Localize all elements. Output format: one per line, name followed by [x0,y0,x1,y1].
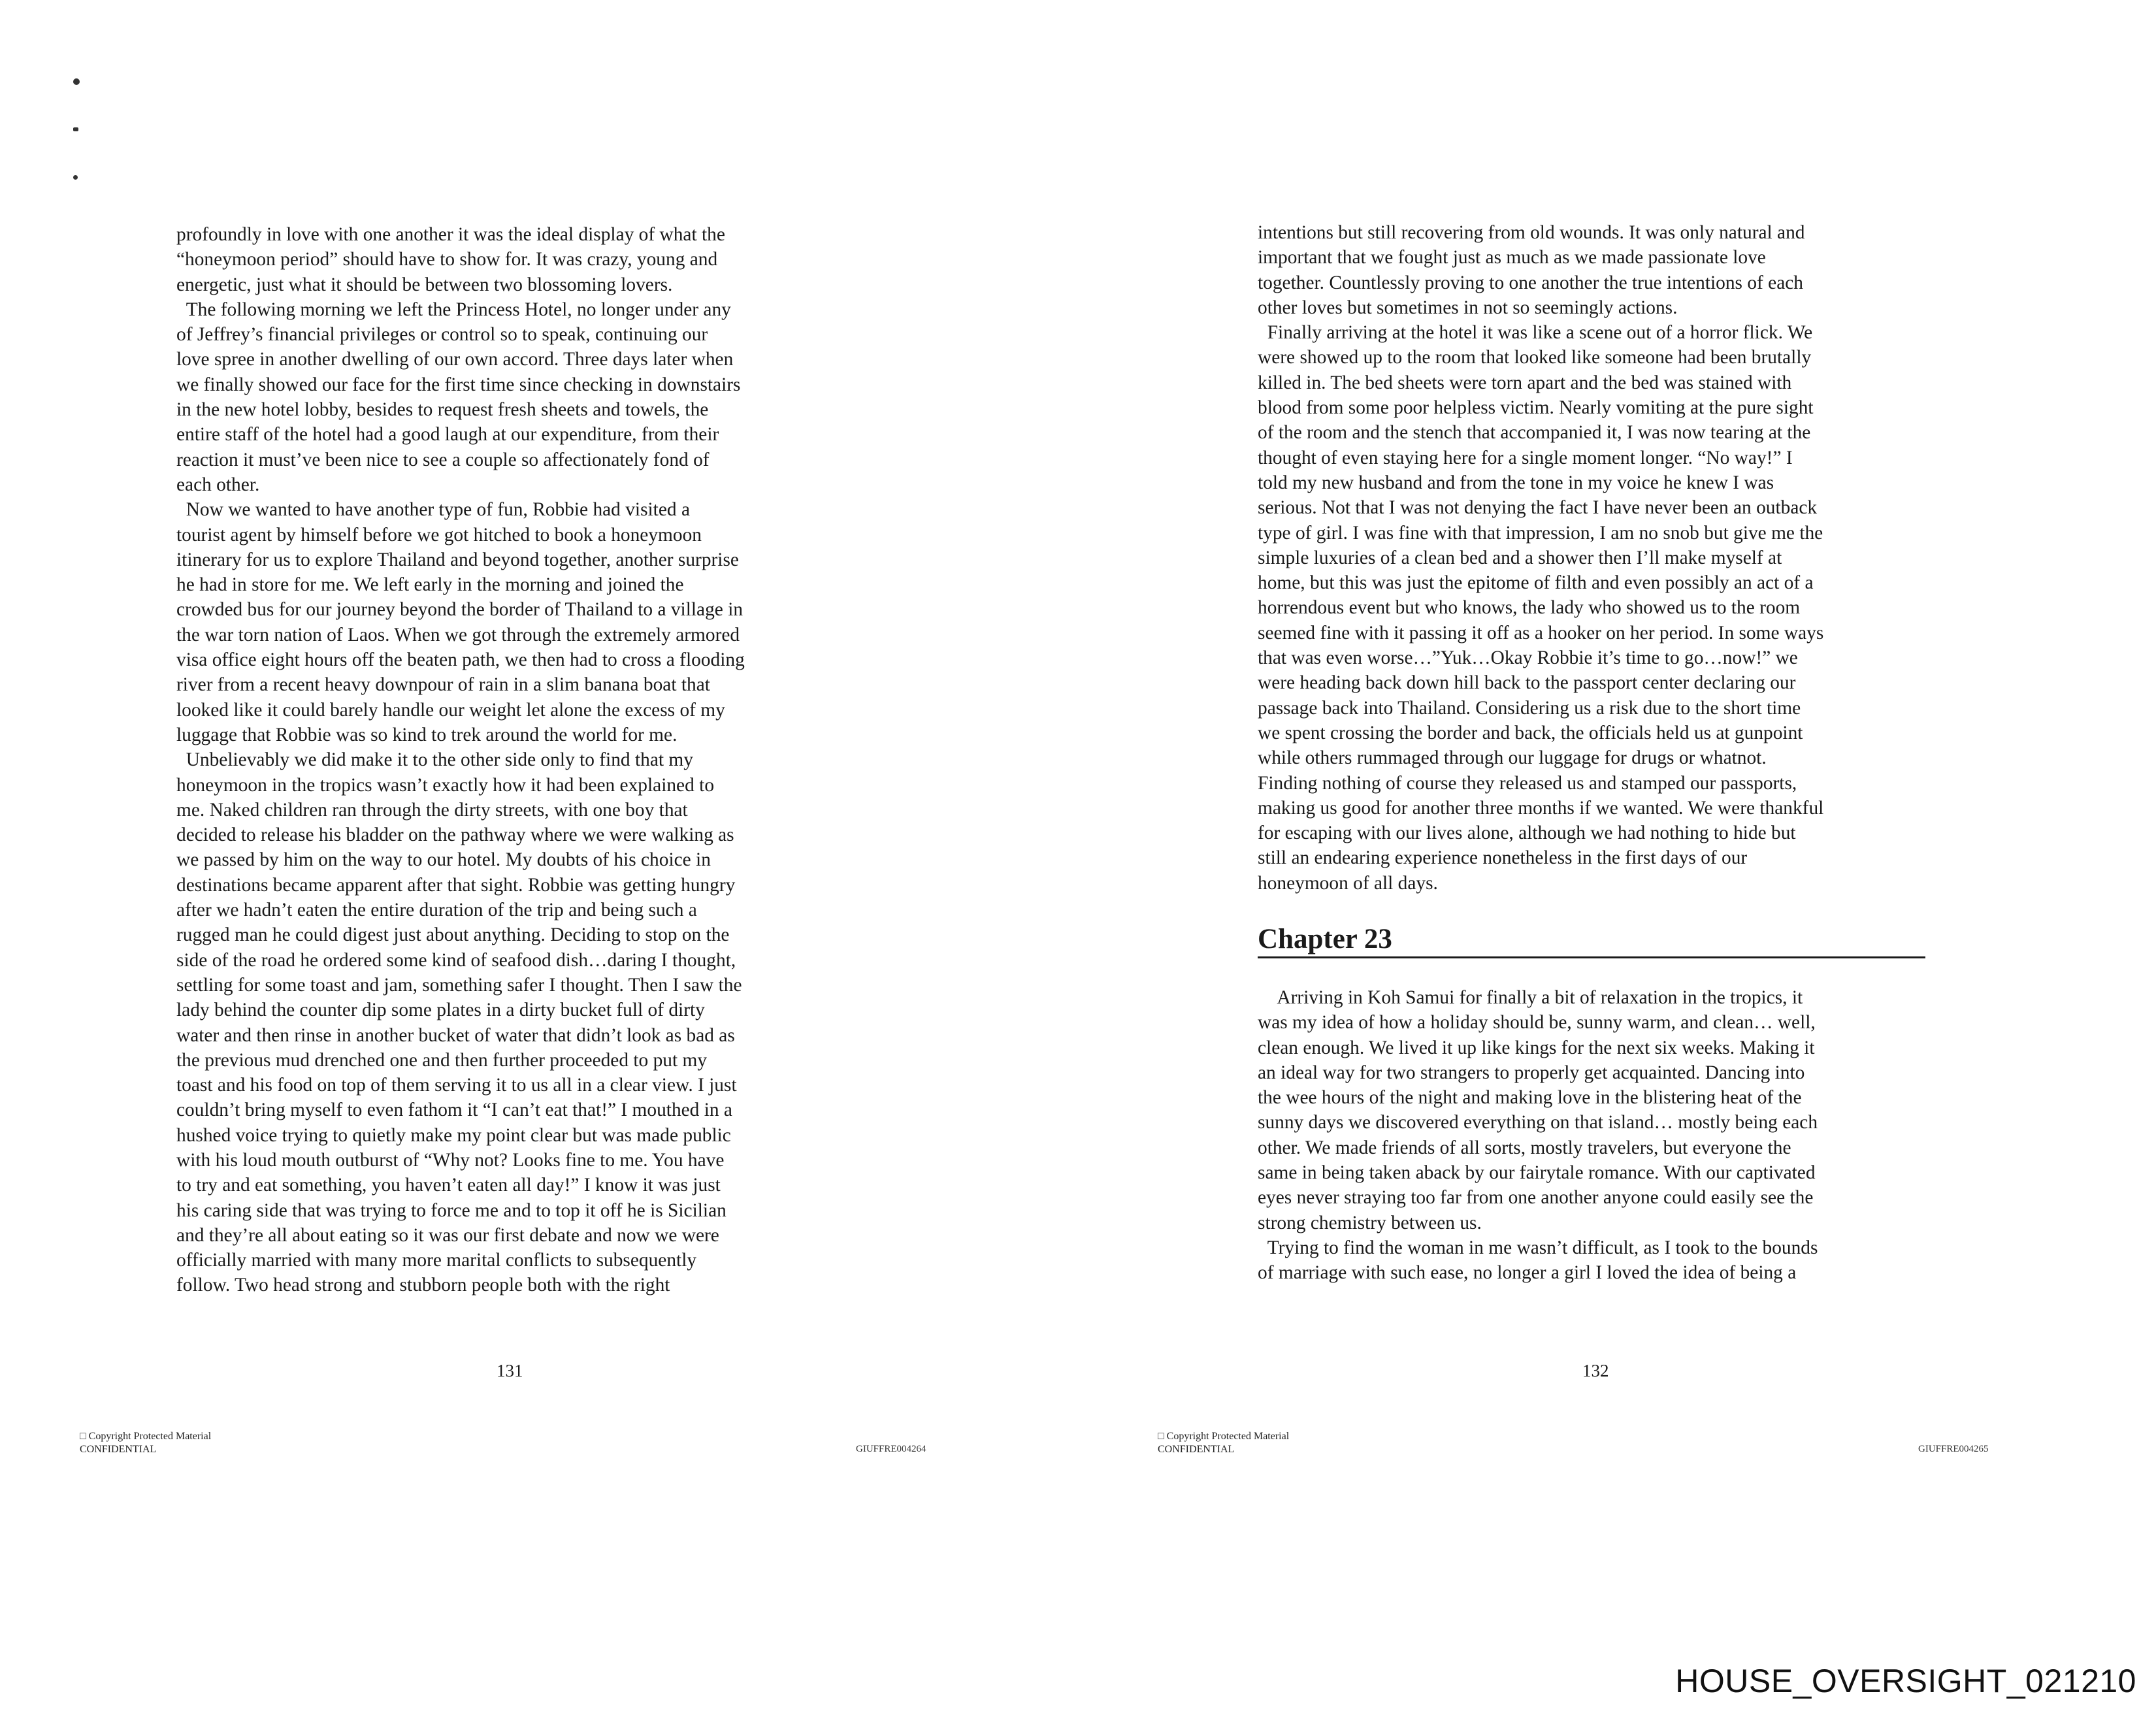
text-line: an ideal way for two strangers to properly get acquainted. Dancing into [1258,1062,1805,1083]
text-line: destinations became apparent after that sight. Robbie was getting hungry [176,874,736,896]
text-line: we spent crossing the border and back, the officials held us at gunpoint [1258,722,1803,743]
text-line: The following morning we left the Princess Hotel, no longer under any [176,299,731,320]
text-line: thought of even staying here for a single moment longer. “No way!” I [1258,447,1793,468]
text-line: blood from some poor helpless victim. Nearly vomiting at the pure sight [1258,397,1814,419]
text-line: river from a recent heavy downpour of rain in a slim banana boat that [176,674,710,696]
text-line: simple luxuries of a clean bed and a shower then I’ll make myself at [1258,547,1782,568]
text-line: we finally showed our face for the first time since checking in downstairs [176,374,741,395]
text-line: Arriving in Koh Samui for finally a bit of relaxation in the tropics, it [1258,987,1803,1008]
text-line: water and then rinse in another bucket of water that didn’t look as bad as [176,1024,735,1046]
bates-number: GIUFFRE004265 [1918,1444,1989,1454]
copyright-line: □ Copyright Protected Material [1158,1431,1290,1442]
confidential-line: CONFIDENTIAL [80,1444,157,1455]
text-line: after we hadn’t eaten the entire duration of the trip and being such a [176,900,697,921]
copyright-line: □ Copyright Protected Material [80,1431,212,1442]
text-line: crowded bus for our journey beyond the border of Thailand to a village in [176,599,743,621]
text-line: love spree in another dwelling of our own accord. Three days later when [176,349,734,370]
text-line: officially married with many more marital conflicts to subsequently [176,1250,697,1271]
page-number: 131 [497,1361,523,1380]
text-line: hushed voice trying to quietly make my point clear but was made public [176,1124,731,1146]
right-page-body-text-lower [1258,985,1944,1286]
text-line: lady behind the counter dip some plates in a dirty bucket full of dirty [176,1000,705,1021]
text-line: was my idea of how a holiday should be, sunny warm, and clean… well, [1258,1012,1816,1034]
text-line: with his loud mouth outburst of “Why not? Looks fine to me. You have [176,1149,725,1171]
text-line: decided to release his bladder on the pathway where we were walking as [176,824,734,846]
text-line: each other. [176,474,260,495]
text-line: of the room and the stench that accompanied it, I was now tearing at the [1258,422,1811,444]
text-line: home, but this was just the epitome of filth and even possibly an act of a [1258,572,1814,594]
text-line: toast and his food on top of them serving it to us all in a clear view. I just [176,1075,737,1096]
text-line: type of girl. I was fine with that impression, I am no snob but give me the [1258,522,1823,544]
text-line: looked like it could barely handle our weight let alone the excess of my [176,699,725,721]
scan-mark-dot [73,175,78,180]
text-line: rugged man he could digest just about anything. Deciding to stop on the [176,924,730,946]
text-line: still an endearing experience nonetheless in the first days of our [1258,847,1748,869]
text-line: reaction it must’ve been nice to see a couple so affectionately fond of [176,449,710,470]
text-line: together. Countlessly proving to one another the true intentions of each [1258,272,1803,293]
text-line: of marriage with such ease, no longer a girl I loved the idea of being a [1258,1262,1797,1284]
right-page [1078,0,2156,1711]
text-line: honeymoon in the tropics wasn’t exactly how it had been explained to [176,774,715,796]
text-line: Unbelievably we did make it to the other side only to find that my [176,749,693,771]
text-line: serious. Not that I was not denying the fact I have never been an outback [1258,497,1818,519]
text-line: while others rummaged through our luggage for drugs or whatnot. [1258,747,1767,769]
text-line: Trying to find the woman in me wasn’t difficult, as I took to the bounds [1258,1237,1818,1258]
text-line: the wee hours of the night and making love in the blistering heat of the [1258,1087,1802,1109]
text-line: strong chemistry between us. [1258,1212,1482,1233]
text-line: settling for some toast and jam, something safer I thought. Then I saw the [176,974,742,996]
text-line: me. Naked children ran through the dirty streets, with one boy that [176,799,688,821]
text-line: seemed fine with it passing it off as a hooker on her period. In some ways [1258,622,1824,644]
house-oversight-stamp: HOUSE_OVERSIGHT_021210 [1675,1663,2136,1699]
footer-copyright-notice [80,1430,211,1456]
text-line: Now we wanted to have another type of fun, Robbie had visited a [176,499,690,521]
text-line: were showed up to the room that looked like someone had been brutally [1258,347,1812,368]
text-line: other loves but sometimes in not so seemingly actions. [1258,297,1678,318]
text-line: of Jeffrey’s financial privileges or control so to speak, continuing our [176,324,708,346]
text-line: tourist agent by himself before we got hitched to book a honeymoon [176,524,702,546]
text-line: the war torn nation of Laos. When we got through the extremely armored [176,624,740,645]
text-line: he had in store for me. We left early in the morning and joined the [176,574,684,596]
text-line: entire staff of the hotel had a good laugh at our expenditure, from their [176,424,719,446]
confidential-line: CONFIDENTIAL [1158,1444,1235,1455]
text-line: killed in. The bed sheets were torn apart and the bed was stained with [1258,372,1792,393]
text-line: side of the road he ordered some kind of seafood dish…daring I thought, [176,949,736,971]
left-page-body-text [176,222,862,1298]
text-line: energetic, just what it should be between two blossoming lovers. [176,274,673,295]
text-line: we passed by him on the way to our hotel. My doubts of his choice in [176,849,711,871]
text-line: follow. Two head strong and stubborn people both with the right [176,1275,670,1296]
text-line: profoundly in love with one another it was the ideal display of what the [176,224,725,245]
chapter-heading: Chapter 23 [1258,922,1925,958]
text-line: the previous mud drenched one and then further proceeded to put my [176,1049,708,1071]
bates-number: GIUFFRE004264 [856,1444,926,1454]
page-number: 132 [1582,1361,1609,1380]
text-line: to try and eat something, you haven’t eaten all day!” I know it was just [176,1175,721,1196]
right-page-body-text-upper [1258,220,1944,896]
text-line: and they’re all about eating so it was our first debate and now we were [176,1224,719,1246]
text-line: his caring side that was trying to force me and to top it off he is Sicilian [176,1199,727,1221]
text-line: other. We made friends of all sorts, mostly travelers, but everyone the [1258,1137,1791,1158]
text-line: that was even worse…”Yuk…Okay Robbie it’s time to go…now!” we [1258,647,1798,669]
text-line: clean enough. We lived it up like kings for the next six weeks. Making it [1258,1037,1815,1058]
text-line: Finally arriving at the hotel it was like a scene out of a horror flick. We [1258,322,1813,344]
text-line: sunny days we discovered everything on that island… mostly being each [1258,1112,1818,1133]
text-line: honeymoon of all days. [1258,872,1438,894]
text-line: horrendous event but who knows, the lady who showed us to the room [1258,597,1801,619]
text-line: making us good for another three months if we wanted. We were thankful [1258,797,1824,819]
text-line: told my new husband and from the tone in my voice he knew I was [1258,472,1774,493]
text-line: for escaping with our lives alone, although we had nothing to hide but [1258,823,1796,844]
scan-mark-dot [73,78,80,85]
text-line: “honeymoon period” should have to show for. It was crazy, young and [176,249,718,270]
text-line: same in being taken aback by our fairytale romance. With our captivated [1258,1162,1816,1184]
text-line: intentions but still recovering from old wounds. It was only natural and [1258,222,1805,243]
text-line: itinerary for us to explore Thailand and beyond together, another surprise [176,549,739,570]
text-line: important that we fought just as much as we made passionate love [1258,247,1766,269]
text-line: visa office eight hours off the beaten path, we then had to cross a flooding [176,649,745,671]
text-line: eyes never straying too far from one another anyone could easily see the [1258,1187,1814,1209]
text-line: couldn’t bring myself to even fathom it “I can’t eat that!” I mouthed in a [176,1100,732,1121]
footer-copyright-notice [1158,1430,1289,1456]
text-line: Finding nothing of course they released us and stamped our passports, [1258,772,1797,794]
text-line: were heading back down hill back to the passport center declaring our [1258,672,1796,694]
text-line: luggage that Robbie was so kind to trek around the world for me. [176,724,678,745]
scan-mark-dot [73,127,78,131]
text-line: passage back into Thailand. Considering us a risk due to the short time [1258,697,1801,719]
text-line: in the new hotel lobby, besides to request fresh sheets and towels, the [176,399,709,421]
